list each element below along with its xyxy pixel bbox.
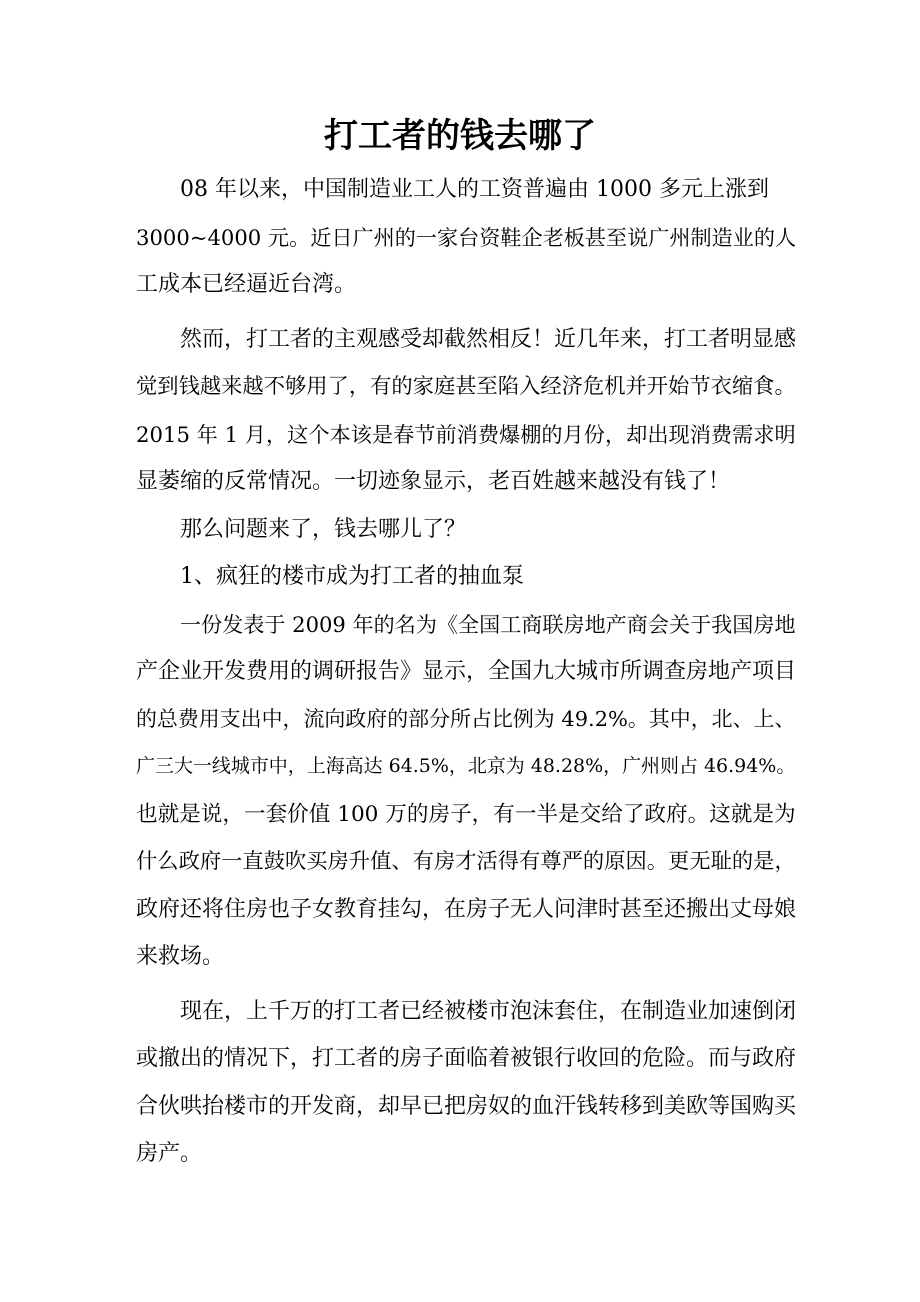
paragraph-line: 工成本已经逼近台湾。 [136,272,357,297]
paragraph-line: 然而，打工者的主观感受却截然相反！近几年来，打工者明显感 [180,326,797,352]
paragraph-3 [136,506,796,554]
paragraph-1 [136,166,796,309]
paragraph-6 [136,988,796,1178]
paragraph-line: 广三大一线城市中，上海高达 64.5%，北京为 48.28%，广州则占 46.94%。 [136,755,796,777]
paragraph-line: 2015 年 1 月，这个本该是春节前消费爆棚的月份，却出现消费需求明 [136,421,796,447]
section-heading-1 [136,553,796,601]
paragraph-2 [136,316,796,506]
paragraph-line: 或撤出的情况下，打工者的房子面临着被银行收回的危险。而与政府 [136,1046,797,1071]
paragraph-line: 3000~4000 元。近日广州的一家台资鞋企老板甚至说广州制造业的人 [136,224,797,250]
paragraph-5 [136,601,796,981]
paragraph-line: 的总费用支出中，流向政府的部分所占比例为 49.2%。其中，北、上、 [136,706,796,731]
paragraph-line: 合伙哄抬楼市的开发商，却早已把房奴的血汗钱转移到美欧等国购买 [136,1093,797,1119]
paragraph-line: 觉到钱越来越不够用了，有的家庭甚至陷入经济危机并开始节衣缩食。 [136,374,796,399]
section-heading-line: 1、疯狂的楼市成为打工者的抽血泵 [180,564,524,589]
document-body [136,166,796,1178]
paragraph-line: 房产。 [136,1141,203,1166]
paragraph-line: 显萎缩的反常情况。一切迹象显示，老百姓越来越没有钱了！ [136,469,731,494]
paragraph-line: 也就是说，一套价值 100 万的房子，有一半是交给了政府。这就是为 [136,801,796,827]
paragraph-line: 产企业开发费用的调研报告》显示，全国九大城市所调查房地产项目 [136,659,797,684]
document-title: 打工者的钱去哪了 [324,116,596,156]
paragraph-line: 08 年以来，中国制造业工人的工资普遍由 1000 多元上涨到 [180,177,769,202]
paragraph-line: 来救场。 [136,944,225,969]
paragraph-line: 政府还将住房也子女教育挂勾，在房子无人问津时甚至还搬出丈母娘 [136,896,797,922]
paragraph-line: 现在，上千万的打工者已经被楼市泡沫套住，在制造业加速倒闭 [180,998,797,1024]
paragraph-line: 那么问题来了，钱去哪儿了？ [180,516,467,542]
paragraph-line: 一份发表于 2009 年的名为《全国工商联房地产商会关于我国房地 [180,611,796,637]
paragraph-line: 什么政府一直鼓吹买房升值、有房才活得有尊严的原因。更无耻的是， [136,849,796,874]
